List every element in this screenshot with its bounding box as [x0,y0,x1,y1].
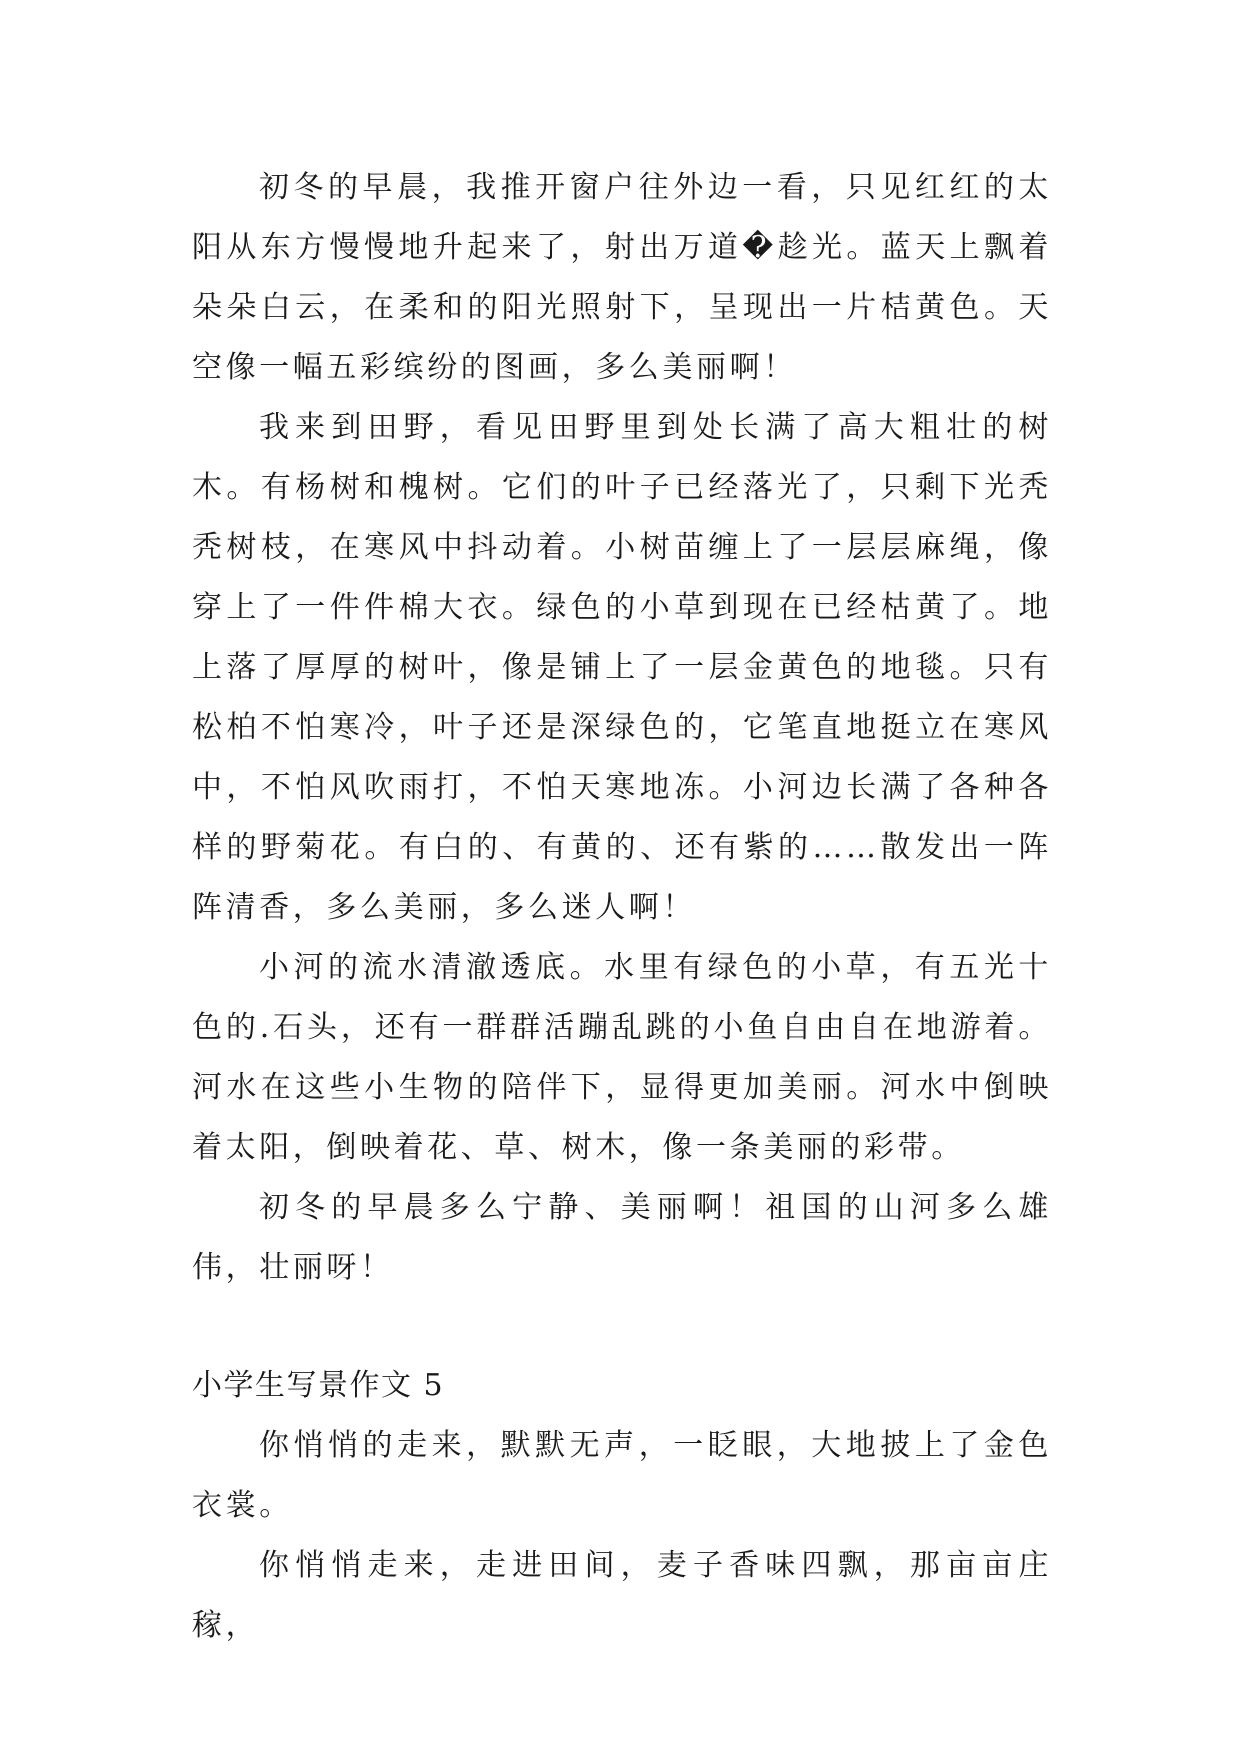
section-heading: 小学生写景作文 5 [192,1368,445,1403]
paragraph-fields-walk: 你悄悄走来，走进田间，麦子香味四飘，那亩亩庄稼， [192,1548,1052,1643]
paragraph-early-winter-morning: 初冬的早晨，我推开窗户往外边一看，只见红红的太阳从东方慢慢地升起来了，射出万道�趁光。蓝天上飘着朵朵白云，在柔和的阳光照射下，呈现出一片桔黄色。天空像一幅五彩缤纷的图画，多么美丽啊！ [192,170,1052,385]
paragraph-fields: 我来到田野，看见田野里到处长满了高大粗壮的树木。有杨树和槐树。它们的叶子已经落光了，只剩下光秃秃树枝，在寒风中抖动着。小树苗缠上了一层层麻绳，像穿上了一件件棉大衣。绿色的小草到现在已经枯黄了。地上落了厚厚的树叶，像是铺上了一层金黄色的地毯。只有松柏不怕寒冷，叶子还是深绿色的，它笔直地挺立在寒风中，不怕风吹雨打，不怕天寒地冻。小河边长满了各种各样的野菊花。有白的、有黄的、还有紫的……散发出一阵阵清香，多么美丽，多么迷人啊！ [192,410,1052,925]
paragraph-conclusion: 初冬的早晨多么宁静、美丽啊！祖国的山河多么雄伟，壮丽呀！ [192,1190,1052,1285]
paragraph-golden-clothes: 你悄悄的走来，默默无声，一眨眼，大地披上了金色衣裳。 [192,1428,1052,1523]
section-spacer [192,1298,1052,1356]
document-page [192,158,1052,1656]
paragraph-river: 小河的流水清澈透底。水里有绿色的小草，有五光十色的.石头，还有一群群活蹦乱跳的小鱼自由自在地游着。河水在这些小生物的陪伴下，显得更加美丽。河水中倒映着太阳，倒映着花、草、树木，像一条美丽的彩带。 [192,950,1052,1165]
